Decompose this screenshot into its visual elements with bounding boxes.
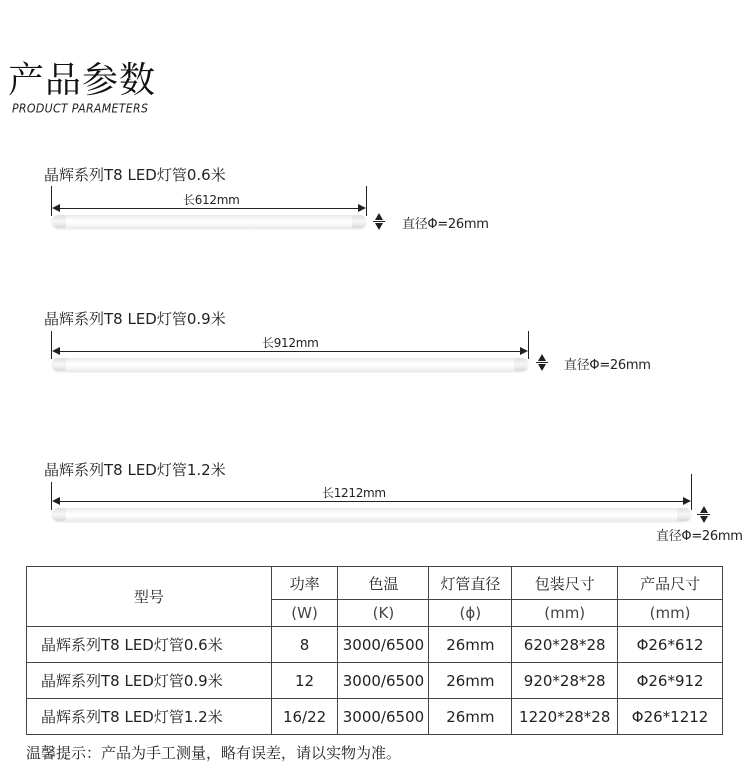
- arrow-right-icon: [520, 347, 528, 355]
- cell-color-temp: 3000/6500: [338, 699, 429, 735]
- cell-product-size: Φ26*612: [618, 627, 723, 663]
- cell-color-temp: 3000/6500: [338, 663, 429, 699]
- unit-tube-diameter: (ϕ): [429, 600, 512, 627]
- led-tube: [52, 358, 528, 371]
- length-dimension-line: [58, 501, 685, 502]
- header-tube-diameter: 灯管直径: [429, 567, 512, 600]
- cell-tube-diameter: 26mm: [429, 699, 512, 735]
- diameter-line: [373, 221, 385, 222]
- diameter-line: [697, 514, 710, 515]
- table-row: [27, 699, 723, 735]
- length-dimension-line: [58, 208, 360, 209]
- page-subtitle: PRODUCT PARAMETERS: [12, 101, 149, 116]
- table-header-row: [27, 567, 723, 600]
- led-tube: [52, 508, 691, 521]
- tube-end-cap: [677, 508, 691, 521]
- tube-label: 晶辉系列T8 LED灯管1.2米: [44, 461, 226, 479]
- arrow-left-icon: [52, 204, 60, 212]
- length-dimension-line: [58, 351, 522, 352]
- arrow-down-icon: [538, 364, 546, 371]
- dim-tick-right: [691, 474, 692, 510]
- spec-table: [26, 566, 723, 735]
- arrow-right-icon: [358, 204, 366, 212]
- tube-label: 晶辉系列T8 LED灯管0.9米: [44, 310, 226, 328]
- cell-power: 8: [271, 627, 338, 663]
- tube-end-cap: [352, 215, 366, 228]
- unit-power: (W): [271, 600, 338, 627]
- unit-package-size: (mm): [512, 600, 618, 627]
- diameter-text: 直径Φ=26mm: [656, 529, 743, 544]
- cell-color-temp: 3000/6500: [338, 627, 429, 663]
- cell-package-size: 920*28*28: [512, 663, 618, 699]
- header-power: 功率: [271, 567, 338, 600]
- cell-tube-diameter: 26mm: [429, 663, 512, 699]
- tube-end-cap: [52, 508, 66, 521]
- header-color-temp: 色温: [338, 567, 429, 600]
- diameter-line: [536, 362, 548, 363]
- arrow-right-icon: [683, 497, 691, 505]
- length-text: 长912mm: [262, 336, 319, 350]
- cell-model: 晶辉系列T8 LED灯管0.6米: [27, 627, 272, 663]
- arrow-up-icon: [538, 354, 546, 361]
- arrow-left-icon: [52, 347, 60, 355]
- unit-product-size: (mm): [618, 600, 723, 627]
- length-text: 长1212mm: [322, 486, 386, 500]
- tube-end-cap: [52, 358, 66, 371]
- arrow-down-icon: [375, 223, 383, 230]
- cell-power: 12: [271, 663, 338, 699]
- unit-color-temp: (K): [338, 600, 429, 627]
- page-title: 产品参数: [8, 60, 157, 101]
- arrow-up-icon: [375, 213, 383, 220]
- header-model: 型号: [27, 567, 272, 627]
- arrow-up-icon: [700, 506, 708, 513]
- cell-tube-diameter: 26mm: [429, 627, 512, 663]
- cell-package-size: 620*28*28: [512, 627, 618, 663]
- header-package-size: 包装尺寸: [512, 567, 618, 600]
- cell-model: 晶辉系列T8 LED灯管0.9米: [27, 663, 272, 699]
- length-text: 长612mm: [183, 193, 240, 207]
- tube-end-cap: [514, 358, 528, 371]
- cell-product-size: Φ26*912: [618, 663, 723, 699]
- tube-end-cap: [52, 215, 66, 228]
- table-row: [27, 627, 723, 663]
- cell-power: 16/22: [271, 699, 338, 735]
- dim-tick-left: [51, 482, 52, 510]
- header-product-size: 产品尺寸: [618, 567, 723, 600]
- led-tube: [52, 215, 366, 228]
- cell-package-size: 1220*28*28: [512, 699, 618, 735]
- cell-product-size: Φ26*1212: [618, 699, 723, 735]
- tube-label: 晶辉系列T8 LED灯管0.6米: [44, 166, 226, 184]
- diameter-text: 直径Φ=26mm: [402, 217, 489, 232]
- measurement-note: 温馨提示：产品为手工测量，略有误差，请以实物为准。: [26, 744, 402, 762]
- cell-model: 晶辉系列T8 LED灯管1.2米: [27, 699, 272, 735]
- arrow-down-icon: [700, 516, 708, 523]
- dim-tick-right: [528, 331, 529, 359]
- dim-tick-right: [366, 186, 367, 216]
- diameter-text: 直径Φ=26mm: [564, 358, 651, 373]
- arrow-left-icon: [52, 497, 60, 505]
- table-row: [27, 663, 723, 699]
